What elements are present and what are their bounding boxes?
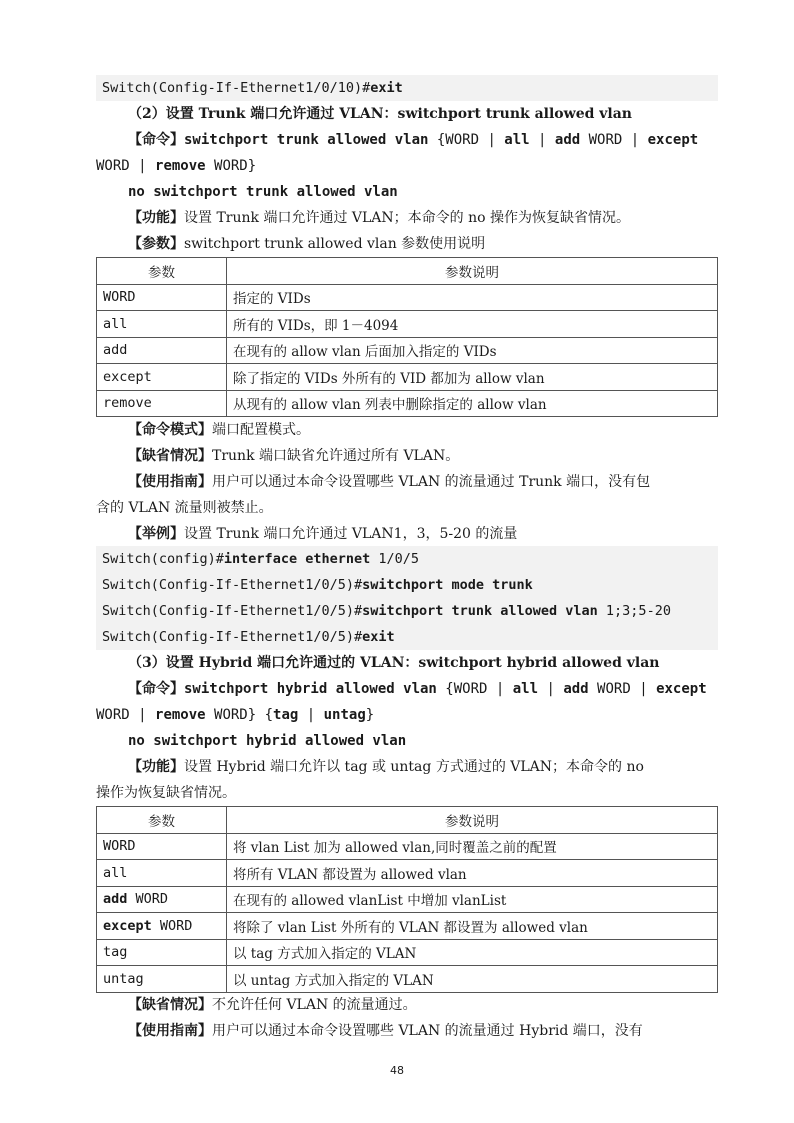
guide-paragraph-continued: 含的 VLAN 流量则被禁止。	[96, 500, 273, 516]
table-cell: remove	[97, 390, 227, 417]
table-header: 参数	[97, 807, 227, 834]
section-title: （3）设置 Hybrid 端口允许通过的 VLAN：switchport hybrid allowed vlan	[128, 655, 660, 671]
example-paragraph: 【举例】设置 Trunk 端口允许通过 VLAN1，3，5-20 的流量	[128, 526, 518, 542]
table-cell: WORD	[97, 833, 227, 860]
mode-paragraph: 【命令模式】端口配置模式。	[128, 422, 310, 438]
table-cell: except	[97, 364, 227, 391]
table-header-row	[97, 807, 718, 834]
guide-paragraph: 【使用指南】用户可以通过本命令设置哪些 VLAN 的流量通过 Hybrid 端口，没有	[128, 1023, 643, 1039]
code-line: Switch(config)#interface ethernet 1/0/5	[96, 546, 718, 572]
table-cell: 从现有的 allow vlan 列表中删除指定的 allow vlan	[227, 390, 718, 417]
table-row	[97, 364, 718, 391]
command-syntax-line: WORD | remove WORD}	[96, 158, 257, 174]
no-command: no switchport hybrid allowed vlan	[128, 733, 407, 749]
section-title: （2）设置 Trunk 端口允许通过 VLAN：switchport trunk allowed vlan	[128, 106, 632, 122]
table-row	[97, 311, 718, 338]
table-cell: 将除了 vlan List 外所有的 VLAN 都设置为 allowed vlan	[227, 913, 718, 940]
table-cell: 将所有 VLAN 都设置为 allowed vlan	[227, 860, 718, 887]
table-row	[97, 886, 718, 913]
default-paragraph: 【缺省情况】Trunk 端口缺省允许通过所有 VLAN。	[128, 448, 460, 464]
table-cell: 将 vlan List 加为 allowed vlan,同时覆盖之前的配置	[227, 833, 718, 860]
parameter-paragraph: 【参数】switchport trunk allowed vlan 参数使用说明	[128, 236, 486, 252]
table-cell: all	[97, 311, 227, 338]
no-command: no switchport trunk allowed vlan	[128, 184, 398, 200]
table-row	[97, 966, 718, 993]
parameter-table	[96, 806, 718, 993]
table-cell: tag	[97, 939, 227, 966]
table-cell: 除了指定的 VIDs 外所有的 VID 都加为 allow vlan	[227, 364, 718, 391]
default-paragraph: 【缺省情况】不允许任何 VLAN 的流量通过。	[128, 997, 417, 1013]
function-paragraph: 【功能】设置 Hybrid 端口允许以 tag 或 untag 方式通过的 VLAN；本命令的 no	[128, 759, 644, 775]
table-header: 参数	[97, 258, 227, 285]
guide-paragraph: 【使用指南】用户可以通过本命令设置哪些 VLAN 的流量通过 Trunk 端口，没有包	[128, 474, 651, 490]
parameter-table	[96, 257, 718, 417]
code-line: Switch(Config-If-Ethernet1/0/5)#switchport mode trunk	[96, 572, 718, 598]
code-line	[96, 75, 718, 101]
table-cell: untag	[97, 966, 227, 993]
table-header-row	[97, 258, 718, 285]
table-row	[97, 337, 718, 364]
table-cell: 在现有的 allow vlan 后面加入指定的 VIDs	[227, 337, 718, 364]
function-paragraph-continued: 操作为恢复缺省情况。	[96, 785, 236, 801]
function-paragraph: 【功能】设置 Trunk 端口允许通过 VLAN；本命令的 no 操作为恢复缺省情况。	[128, 210, 631, 226]
table-header: 参数说明	[227, 258, 718, 285]
table-cell: WORD	[97, 284, 227, 311]
table-row	[97, 390, 718, 417]
code-prompt: Switch(Config-If-Ethernet1/0/10)#	[102, 80, 371, 96]
table-cell: 以 tag 方式加入指定的 VLAN	[227, 939, 718, 966]
table-header: 参数说明	[227, 807, 718, 834]
code-line: Switch(Config-If-Ethernet1/0/5)#exit	[96, 624, 718, 650]
table-cell: 所有的 VIDs，即 1－4094	[227, 311, 718, 338]
table-row	[97, 860, 718, 887]
command-syntax-line: WORD | remove WORD} {tag | untag}	[96, 707, 375, 723]
table-cell: add WORD	[97, 886, 227, 913]
page-number: 48	[390, 1064, 404, 1077]
code-line: Switch(Config-If-Ethernet1/0/5)#switchport trunk allowed vlan 1;3;5-20	[96, 598, 718, 624]
table-cell: 以 untag 方式加入指定的 VLAN	[227, 966, 718, 993]
table-row	[97, 284, 718, 311]
command-syntax-line: 【命令】switchport hybrid allowed vlan {WORD | all | add WORD | except	[128, 681, 707, 697]
table-row	[97, 913, 718, 940]
table-cell: except WORD	[97, 913, 227, 940]
table-cell: 在现有的 allowed vlanList 中增加 vlanList	[227, 886, 718, 913]
table-row	[97, 939, 718, 966]
table-cell: add	[97, 337, 227, 364]
table-cell: all	[97, 860, 227, 887]
command-syntax-line: 【命令】switchport trunk allowed vlan {WORD | all | add WORD | except	[128, 132, 699, 148]
table-cell: 指定的 VIDs	[227, 284, 718, 311]
table-row	[97, 833, 718, 860]
code-command: exit	[370, 80, 403, 96]
